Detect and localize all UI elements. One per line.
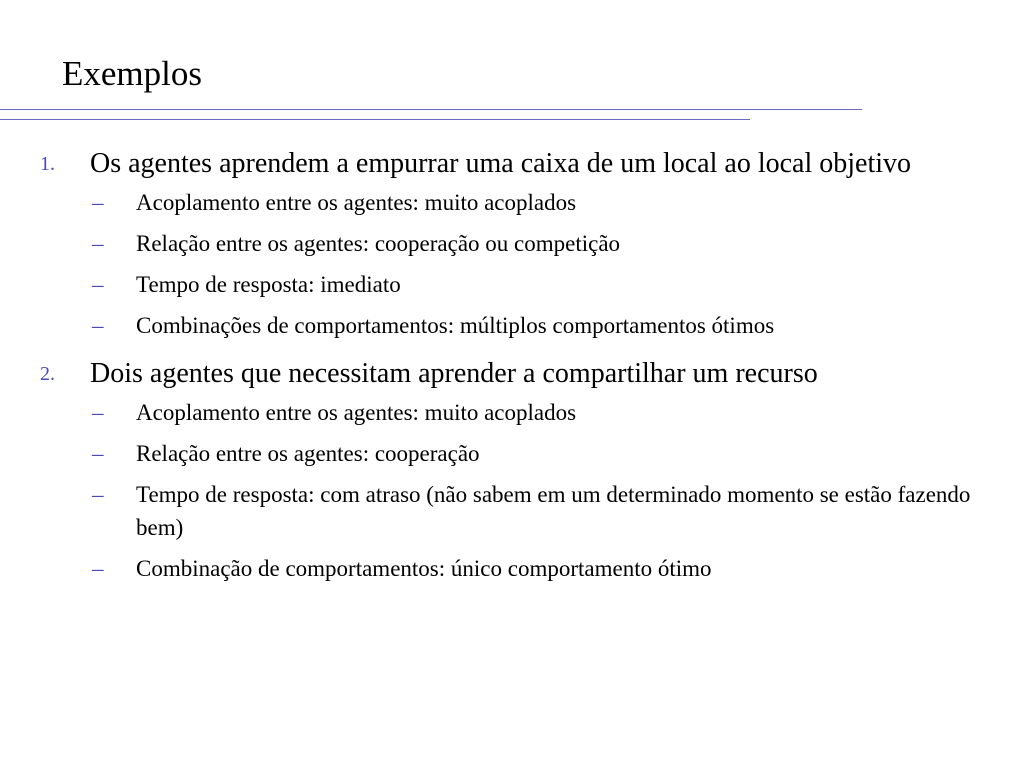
sub-item-text: Relação entre os agentes: cooperação xyxy=(136,441,480,466)
dash-bullet: – xyxy=(92,313,104,338)
sub-item xyxy=(0,227,1024,260)
sub-item-text: Tempo de resposta: com atraso (não sabem em um determinado momento se estão fazendo bem) xyxy=(136,482,971,540)
list-number: 2. xyxy=(40,363,55,385)
list-item-text: Dois agentes que necessitam aprender a compartilhar um recurso xyxy=(90,358,818,389)
list-number: 1. xyxy=(40,153,55,175)
sub-item xyxy=(0,478,1024,544)
title-rule-top xyxy=(0,109,862,110)
slide-content xyxy=(0,144,1024,585)
sub-item-text: Acoplamento entre os agentes: muito acoplados xyxy=(136,190,577,215)
list-item-2 xyxy=(0,354,1024,394)
list-item-text: Os agentes aprendem a empurrar uma caixa de um local ao local objetivo xyxy=(90,148,911,179)
dash-bullet: – xyxy=(92,400,104,425)
sub-item-text: Tempo de resposta: imediato xyxy=(136,272,401,297)
title-rule-bottom xyxy=(0,119,750,120)
sub-item xyxy=(0,552,1024,585)
sub-item xyxy=(0,186,1024,219)
sub-item-text: Combinações de comportamentos: múltiplos comportamentos ótimos xyxy=(136,313,775,338)
list-item-1 xyxy=(0,144,1024,184)
sub-item-text: Relação entre os agentes: cooperação ou competição xyxy=(136,231,621,256)
sub-item xyxy=(0,268,1024,301)
sub-item xyxy=(0,437,1024,470)
dash-bullet: – xyxy=(92,482,104,507)
dash-bullet: – xyxy=(92,231,104,256)
dash-bullet: – xyxy=(92,441,104,466)
sub-item xyxy=(0,309,1024,342)
dash-bullet: – xyxy=(92,190,104,215)
sub-item-text: Acoplamento entre os agentes: muito acoplados xyxy=(136,400,577,425)
dash-bullet: – xyxy=(92,556,104,581)
sub-item xyxy=(0,396,1024,429)
sub-item-text: Combinação de comportamentos: único comportamento ótimo xyxy=(136,556,712,581)
slide-title: Exemplos xyxy=(62,54,202,93)
dash-bullet: – xyxy=(92,272,104,297)
